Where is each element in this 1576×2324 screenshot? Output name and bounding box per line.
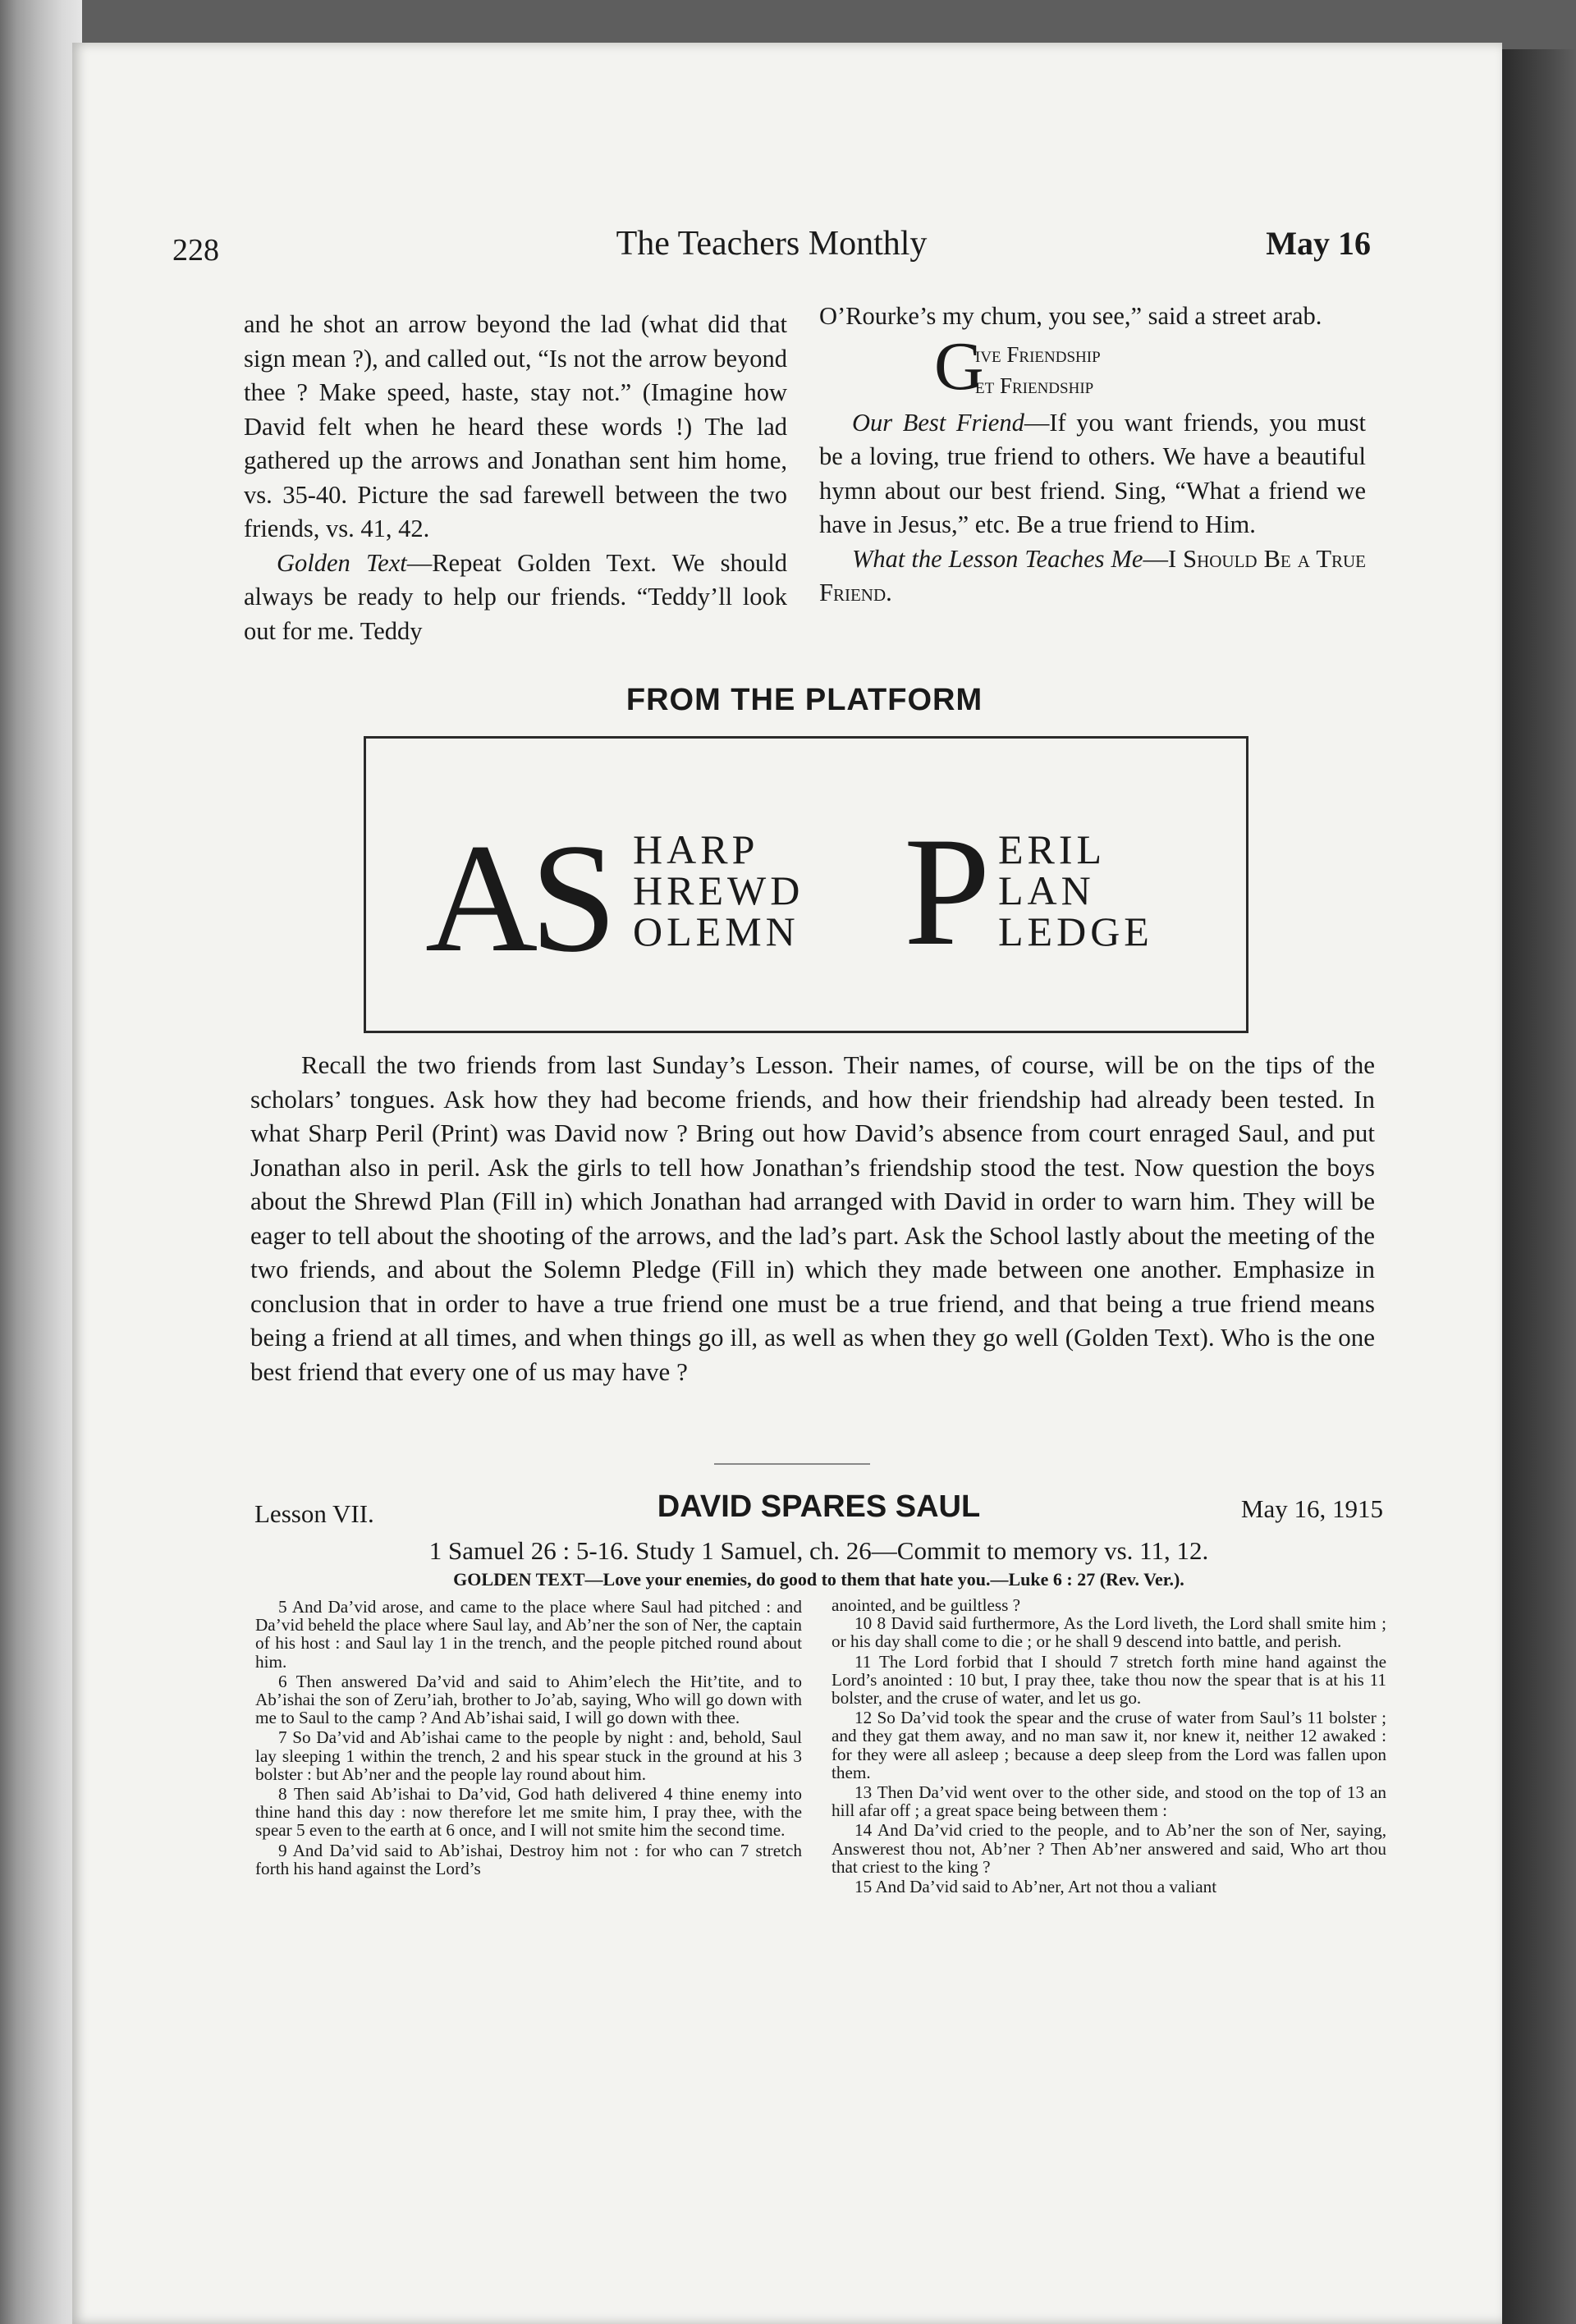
board-letter-p: P <box>904 806 991 978</box>
verse: 5 And Da’vid arose, and came to the place where Saul had pitched : and Da’vid beheld the place where Saul lay, and Ab’ner the son of Ner, the captain of his host : and Saul lay 1 in the trench, and the people pitched round about him. <box>255 1597 802 1672</box>
verse: 9 And Da’vid said to Ab’ishai, Destroy him not : for who can 7 stretch forth his hand against the Lord’s <box>255 1840 802 1878</box>
board-letter-s: S <box>530 812 617 985</box>
lesson-date: May 16, 1915 <box>1240 1494 1383 1523</box>
left-column <box>244 308 787 648</box>
lesson-number: Lesson VII. <box>254 1499 374 1528</box>
golden-text-label: Golden Text <box>277 548 407 577</box>
lesson-title: DAVID SPARES SAUL <box>657 1489 981 1524</box>
board-word: LEDGE <box>998 908 1153 954</box>
verse: 6 Then answered Da’vid and said to Ahim’elech the Hit’tite, and to Ab’ishai the son of Zeru’iah, brother to Jo’ab, saying, Who will go down with me to Saul to the camp ? And Ab’ishai said, I will go down with thee. <box>255 1671 802 1728</box>
board-letter-a: A <box>425 812 538 985</box>
verse: 10 8 David said furthermore, As the Lord liveth, the Lord shall smite him ; or his day shall come to die ; or he shall 9 descend into battle, and perish. <box>832 1613 1386 1652</box>
verse: 8 Then said Ab’ishai to Da’vid, God hath delivered 4 thine enemy into thine hand this day : now therefore let me smite him, I pray thee, with the spear 5 even to the earth at 6 once, and I will not smite him the second time. <box>255 1784 802 1841</box>
board-word: OLEMN <box>633 908 799 954</box>
board-word: HREWD <box>633 867 804 913</box>
platform-board <box>364 736 1248 1033</box>
journal-title: The Teachers Monthly <box>616 225 928 263</box>
board-word: LAN <box>998 867 1095 913</box>
right-paragraph-2 <box>819 406 1366 542</box>
right-paragraph-1: O’Rourke’s my chum, you see,” said a street arab. <box>819 302 1322 330</box>
verses-left-column <box>255 1598 802 1878</box>
platform-paragraph: Recall the two friends from last Sunday’s Lesson. Their names, of course, will be on the tips of the scholars’ tongues. Ask how they had become friends, and how their friendship had already been tested. In what Sharp Peril (Print) was David now ? Bring out how David’s absence from court enraged Saul, and put Jonathan also in peril. Ask the girls to tell how Jonathan’s friendship stood the test. Now question the boys about the Shrewd Plan (Fill in) which Jonathan had arranged with David in order to warn him. They will be eager to tell about the shooting of the arrows, and the lad’s part. Ask the School lastly about the meeting of the two friends, and about the Solemn Pledge (Fill in) which they made between one another. Emphasize in conclusion that in order to have a true friend one must be a true friend, and that being a true friend means being a friend at all times, and when things go ill, as well as when they go well (Golden Text). Who is the one best friend that every one of us may have ? <box>250 1050 1375 1386</box>
verse: 12 So Da’vid took the spear and the cruse of water from Saul’s 11 bolster ; and they gat them away, and no man saw it, nor knew it, neither 12 awaked : for they were all asleep ; because a deep sleep from the Lord was fallen upon them. <box>832 1708 1386 1782</box>
verses-right-column <box>832 1596 1386 1896</box>
motto-initial: G <box>934 327 984 405</box>
verse: 15 And Da’vid said to Ab’ner, Art not thou a valiant <box>854 1877 1217 1897</box>
left-paragraph-2 <box>244 547 787 649</box>
scripture-reference: 1 Samuel 26 : 5-16. Study 1 Samuel, ch. 26—Commit to memory vs. 11, 12. <box>428 1536 1209 1565</box>
verse: 11 The Lord forbid that I should 7 stretch forth mine hand against the Lord’s anointed : 10 but, I pray thee, take thou now the spear that is at his 11 bolster, and the cruse of water, and let us go. <box>832 1651 1386 1709</box>
section-divider <box>714 1463 870 1465</box>
lesson-teaches-body: —I Should Be a True Friend. <box>819 544 1366 606</box>
left-paragraph-1: and he shot an arrow beyond the lad (what did that sign mean ?), and called out, “Is not the arrow beyond thee ? Make speed, haste, stay not.” (Imagine how David felt when he heard these words !) The lad gathered up the arrows and Jonathan sent him home, vs. 35-40. Picture the sad farewell between the two friends, vs. 41, 42. <box>244 310 787 542</box>
right-paragraph-3 <box>819 542 1366 611</box>
golden-text-body: —Repeat Golden Text. We should always be ready to help our friends. “Teddy’ll look out for me. Teddy <box>244 548 787 645</box>
verse: 7 So Da’vid and Ab’ishai came to the people by night : and, behold, Saul lay sleeping 1 within the trench, 2 and his spear stuck in the ground at his 3 bolster : but Ab’ner and the people lay round about him. <box>255 1727 802 1784</box>
book-right-shadow <box>1502 49 1576 2324</box>
best-friend-label: Our Best Friend <box>852 408 1024 437</box>
friendship-motto <box>934 327 1366 405</box>
page-number: 228 <box>172 233 219 268</box>
book-page-edges <box>0 0 82 2324</box>
best-friend-body: —If you want friends, you must be a loving, true friend to others. We have a beautiful hymn about our best friend. Sing, “What a friend we have in Jesus,” etc. Be a true friend to Him. <box>819 408 1366 538</box>
board-s-words <box>633 826 804 954</box>
verse: 14 And Da’vid cried to the people, and to Ab’ner the son of Ner, saying, Answerest thou not, Ab’ner ? Then Ab’ner answered and said, Who art thou that criest to the king ? <box>832 1820 1386 1877</box>
issue-date: May 16 <box>1266 225 1371 262</box>
lesson-teaches-label: What the Lesson Teaches Me <box>852 544 1143 573</box>
verse: anointed, and be guiltless ? <box>832 1595 1021 1615</box>
motto-line-1: ive Friendship <box>975 341 1101 367</box>
verse: 13 Then Da’vid went over to the other side, and stood on the top of 13 an hill afar off ; a great space being between them : <box>832 1782 1386 1821</box>
right-column <box>819 300 1366 611</box>
platform-heading: FROM THE PLATFORM <box>625 683 983 717</box>
running-head <box>172 217 1371 275</box>
board-word: ERIL <box>998 826 1106 872</box>
lesson-header <box>254 1489 1383 1530</box>
board-p-words <box>998 826 1153 954</box>
board-word: HARP <box>633 826 759 872</box>
golden-text: GOLDEN TEXT—Love your enemies, do good to them that hate you.—Luke 6 : 27 (Rev. Ver.). <box>453 1569 1184 1590</box>
motto-line-2: et Friendship <box>975 373 1094 398</box>
